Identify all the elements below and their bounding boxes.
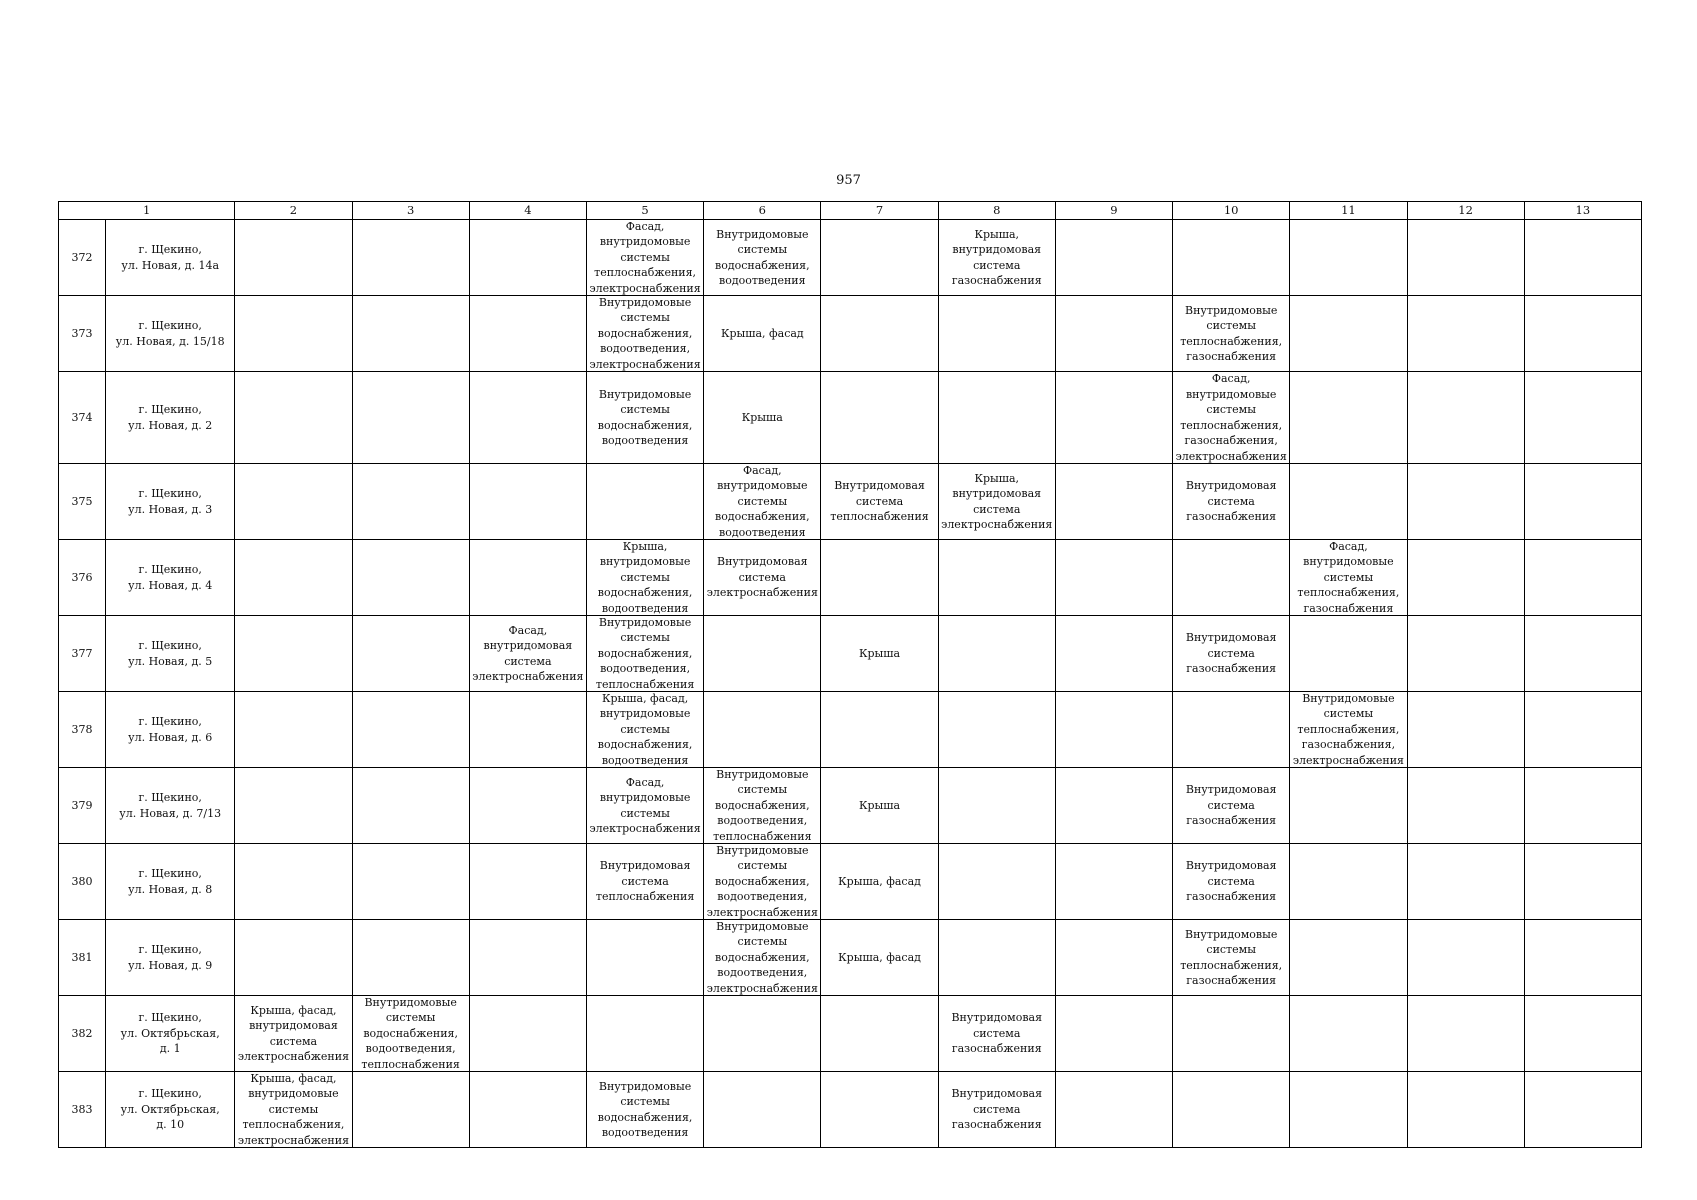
column-header-13: 13 — [1524, 202, 1641, 220]
address-cell: г. Щекино, ул. Новая, д. 15/18 — [106, 296, 235, 372]
work-cell-col-11 — [1290, 372, 1407, 464]
column-header-4: 4 — [469, 202, 586, 220]
work-cell-col-2 — [235, 296, 352, 372]
work-cell-col-6: Крыша, фасад — [704, 296, 821, 372]
table-row — [59, 464, 1642, 540]
work-cell-col-7: Крыша — [821, 616, 938, 692]
work-cell-col-11 — [1290, 844, 1407, 920]
work-cell-col-7 — [821, 372, 938, 464]
column-header-8: 8 — [938, 202, 1055, 220]
work-cell-col-10 — [1173, 540, 1290, 616]
work-cell-col-4 — [469, 996, 586, 1072]
table-row — [59, 768, 1642, 844]
work-cell-col-9 — [1055, 540, 1172, 616]
work-cell-col-5: Фасад, внутридомовые системы теплоснабжения, электроснабжения — [586, 220, 703, 296]
work-cell-col-10: Внутридомовая система газоснабжения — [1173, 844, 1290, 920]
work-cell-col-5 — [586, 920, 703, 996]
work-cell-col-9 — [1055, 296, 1172, 372]
work-cell-col-7 — [821, 996, 938, 1072]
work-cell-col-6: Внутридомовые системы водоснабжения, водоотведения — [704, 220, 821, 296]
work-cell-col-10 — [1173, 996, 1290, 1072]
table-row — [59, 1072, 1642, 1148]
column-header-6: 6 — [704, 202, 821, 220]
work-cell-col-11: Фасад, внутридомовые системы теплоснабжения, газоснабжения — [1290, 540, 1407, 616]
work-cell-col-7 — [821, 540, 938, 616]
work-cell-col-5: Внутридомовые системы водоснабжения, водоотведения, электроснабжения — [586, 296, 703, 372]
work-cell-col-8 — [938, 768, 1055, 844]
work-cell-col-5: Крыша, фасад, внутридомовые системы водоснабжения, водоотведения — [586, 692, 703, 768]
work-cell-col-6 — [704, 616, 821, 692]
row-number: 381 — [59, 920, 106, 996]
address-cell: г. Щекино, ул. Октябрьская, д. 10 — [106, 1072, 235, 1148]
work-cell-col-6 — [704, 1072, 821, 1148]
work-cell-col-13 — [1524, 220, 1641, 296]
work-cell-col-8 — [938, 844, 1055, 920]
work-cell-col-2 — [235, 920, 352, 996]
address-cell: г. Щекино, ул. Новая, д. 3 — [106, 464, 235, 540]
work-cell-col-4 — [469, 692, 586, 768]
work-cell-col-5 — [586, 464, 703, 540]
work-cell-col-3 — [352, 220, 469, 296]
work-cell-col-2 — [235, 768, 352, 844]
work-cell-col-12 — [1407, 540, 1524, 616]
work-cell-col-2 — [235, 692, 352, 768]
row-number: 378 — [59, 692, 106, 768]
work-cell-col-10: Внутридомовая система газоснабжения — [1173, 616, 1290, 692]
work-cell-col-9 — [1055, 616, 1172, 692]
address-cell: г. Щекино, ул. Новая, д. 7/13 — [106, 768, 235, 844]
table-row — [59, 540, 1642, 616]
address-cell: г. Щекино, ул. Новая, д. 9 — [106, 920, 235, 996]
row-number: 382 — [59, 996, 106, 1072]
work-cell-col-3 — [352, 464, 469, 540]
work-cell-col-10: Внутридомовая система газоснабжения — [1173, 768, 1290, 844]
works-schedule-table — [58, 201, 1642, 1148]
work-cell-col-2 — [235, 372, 352, 464]
row-number: 377 — [59, 616, 106, 692]
work-cell-col-9 — [1055, 920, 1172, 996]
work-cell-col-8 — [938, 616, 1055, 692]
work-cell-col-4 — [469, 768, 586, 844]
work-cell-col-8: Внутридомовая система газоснабжения — [938, 1072, 1055, 1148]
work-cell-col-8 — [938, 296, 1055, 372]
work-cell-col-4 — [469, 372, 586, 464]
work-cell-col-11 — [1290, 464, 1407, 540]
work-cell-col-8: Крыша, внутридомовая система газоснабжения — [938, 220, 1055, 296]
work-cell-col-10 — [1173, 692, 1290, 768]
address-cell: г. Щекино, ул. Октябрьская, д. 1 — [106, 996, 235, 1072]
work-cell-col-8: Внутридомовая система газоснабжения — [938, 996, 1055, 1072]
work-cell-col-12 — [1407, 1072, 1524, 1148]
address-cell: г. Щекино, ул. Новая, д. 14а — [106, 220, 235, 296]
row-number: 380 — [59, 844, 106, 920]
work-cell-col-4 — [469, 464, 586, 540]
work-cell-col-5: Внутридомовые системы водоснабжения, водоотведения, теплоснабжения — [586, 616, 703, 692]
work-cell-col-2 — [235, 844, 352, 920]
work-cell-col-11: Внутридомовые системы теплоснабжения, газоснабжения, электроснабжения — [1290, 692, 1407, 768]
work-cell-col-8 — [938, 540, 1055, 616]
work-cell-col-13 — [1524, 616, 1641, 692]
work-cell-col-6: Внутридомовые системы водоснабжения, водоотведения, электроснабжения — [704, 920, 821, 996]
work-cell-col-5: Фасад, внутридомовые системы электроснабжения — [586, 768, 703, 844]
work-cell-col-2: Крыша, фасад, внутридомовая система электроснабжения — [235, 996, 352, 1072]
work-cell-col-12 — [1407, 464, 1524, 540]
work-cell-col-10: Внутридомовые системы теплоснабжения, газоснабжения — [1173, 920, 1290, 996]
work-cell-col-3 — [352, 844, 469, 920]
work-cell-col-11 — [1290, 996, 1407, 1072]
column-header-7: 7 — [821, 202, 938, 220]
column-header-5: 5 — [586, 202, 703, 220]
work-cell-col-12 — [1407, 296, 1524, 372]
work-cell-col-7 — [821, 692, 938, 768]
work-cell-col-5: Внутридомовая система теплоснабжения — [586, 844, 703, 920]
work-cell-col-2 — [235, 616, 352, 692]
work-cell-col-3 — [352, 296, 469, 372]
work-cell-col-12 — [1407, 372, 1524, 464]
work-cell-col-4 — [469, 220, 586, 296]
work-cell-col-4 — [469, 296, 586, 372]
work-cell-col-12 — [1407, 616, 1524, 692]
address-cell: г. Щекино, ул. Новая, д. 8 — [106, 844, 235, 920]
column-header-3: 3 — [352, 202, 469, 220]
row-number: 383 — [59, 1072, 106, 1148]
work-cell-col-7: Крыша, фасад — [821, 844, 938, 920]
work-cell-col-3: Внутридомовые системы водоснабжения, водоотведения, теплоснабжения — [352, 996, 469, 1072]
work-cell-col-13 — [1524, 372, 1641, 464]
work-cell-col-13 — [1524, 920, 1641, 996]
work-cell-col-5: Внутридомовые системы водоснабжения, водоотведения — [586, 372, 703, 464]
work-cell-col-6: Внутридомовые системы водоснабжения, водоотведения, электроснабжения — [704, 844, 821, 920]
work-cell-col-13 — [1524, 464, 1641, 540]
work-cell-col-7: Крыша — [821, 768, 938, 844]
work-cell-col-2 — [235, 464, 352, 540]
column-header-2: 2 — [235, 202, 352, 220]
work-cell-col-10 — [1173, 1072, 1290, 1148]
work-cell-col-12 — [1407, 844, 1524, 920]
row-number: 373 — [59, 296, 106, 372]
work-cell-col-11 — [1290, 296, 1407, 372]
work-cell-col-6 — [704, 996, 821, 1072]
table-row — [59, 844, 1642, 920]
work-cell-col-13 — [1524, 1072, 1641, 1148]
work-cell-col-4 — [469, 1072, 586, 1148]
row-number: 374 — [59, 372, 106, 464]
work-cell-col-13 — [1524, 996, 1641, 1072]
work-cell-col-6: Внутридомовые системы водоснабжения, водоотведения, теплоснабжения — [704, 768, 821, 844]
address-cell: г. Щекино, ул. Новая, д. 4 — [106, 540, 235, 616]
work-cell-col-9 — [1055, 464, 1172, 540]
work-cell-col-3 — [352, 540, 469, 616]
work-cell-col-9 — [1055, 692, 1172, 768]
work-cell-col-12 — [1407, 920, 1524, 996]
work-cell-col-6: Фасад, внутридомовые системы водоснабжения, водоотведения — [704, 464, 821, 540]
work-cell-col-10: Фасад, внутридомовые системы теплоснабжения, газоснабжения, электроснабжения — [1173, 372, 1290, 464]
work-cell-col-10: Внутридомовые системы теплоснабжения, газоснабжения — [1173, 296, 1290, 372]
table-row — [59, 296, 1642, 372]
work-cell-col-3 — [352, 616, 469, 692]
work-cell-col-3 — [352, 692, 469, 768]
work-cell-col-2: Крыша, фасад, внутридомовые системы теплоснабжения, электроснабжения — [235, 1072, 352, 1148]
work-cell-col-11 — [1290, 768, 1407, 844]
address-cell: г. Щекино, ул. Новая, д. 6 — [106, 692, 235, 768]
work-cell-col-12 — [1407, 692, 1524, 768]
table-row — [59, 920, 1642, 996]
address-cell: г. Щекино, ул. Новая, д. 5 — [106, 616, 235, 692]
work-cell-col-9 — [1055, 996, 1172, 1072]
work-cell-col-6 — [704, 692, 821, 768]
work-cell-col-6: Крыша — [704, 372, 821, 464]
column-header-9: 9 — [1055, 202, 1172, 220]
work-cell-col-6: Внутридомовая система электроснабжения — [704, 540, 821, 616]
work-cell-col-10 — [1173, 220, 1290, 296]
table-body — [59, 220, 1642, 1148]
work-cell-col-11 — [1290, 616, 1407, 692]
column-header-12: 12 — [1407, 202, 1524, 220]
work-cell-col-7 — [821, 220, 938, 296]
work-cell-col-4 — [469, 540, 586, 616]
work-cell-col-4 — [469, 920, 586, 996]
work-cell-col-13 — [1524, 692, 1641, 768]
header-row — [59, 202, 1642, 220]
page-number: 957 — [836, 173, 861, 188]
work-cell-col-2 — [235, 220, 352, 296]
work-cell-col-3 — [352, 920, 469, 996]
work-cell-col-8 — [938, 920, 1055, 996]
work-cell-col-7: Крыша, фасад — [821, 920, 938, 996]
work-cell-col-12 — [1407, 768, 1524, 844]
work-cell-col-5: Внутридомовые системы водоснабжения, водоотведения — [586, 1072, 703, 1148]
work-cell-col-13 — [1524, 540, 1641, 616]
table-row — [59, 220, 1642, 296]
column-header-1: 1 — [59, 202, 235, 220]
work-cell-col-9 — [1055, 844, 1172, 920]
work-cell-col-8 — [938, 692, 1055, 768]
work-cell-col-3 — [352, 768, 469, 844]
work-cell-col-4 — [469, 844, 586, 920]
table-row — [59, 616, 1642, 692]
work-cell-col-2 — [235, 540, 352, 616]
work-cell-col-8 — [938, 372, 1055, 464]
work-cell-col-9 — [1055, 220, 1172, 296]
row-number: 375 — [59, 464, 106, 540]
table-row — [59, 372, 1642, 464]
work-cell-col-10: Внутридомовая система газоснабжения — [1173, 464, 1290, 540]
work-cell-col-9 — [1055, 768, 1172, 844]
work-cell-col-9 — [1055, 1072, 1172, 1148]
work-cell-col-12 — [1407, 220, 1524, 296]
work-cell-col-4: Фасад, внутридомовая система электроснабжения — [469, 616, 586, 692]
column-header-10: 10 — [1173, 202, 1290, 220]
work-cell-col-11 — [1290, 920, 1407, 996]
row-number: 376 — [59, 540, 106, 616]
column-header-11: 11 — [1290, 202, 1407, 220]
row-number: 372 — [59, 220, 106, 296]
table-row — [59, 996, 1642, 1072]
work-cell-col-7 — [821, 1072, 938, 1148]
work-cell-col-9 — [1055, 372, 1172, 464]
work-cell-col-5: Крыша, внутридомовые системы водоснабжения, водоотведения — [586, 540, 703, 616]
row-number: 379 — [59, 768, 106, 844]
work-cell-col-7: Внутридомовая система теплоснабжения — [821, 464, 938, 540]
work-cell-col-12 — [1407, 996, 1524, 1072]
address-cell: г. Щекино, ул. Новая, д. 2 — [106, 372, 235, 464]
work-cell-col-3 — [352, 372, 469, 464]
work-cell-col-13 — [1524, 296, 1641, 372]
work-cell-col-11 — [1290, 1072, 1407, 1148]
work-cell-col-5 — [586, 996, 703, 1072]
table-row — [59, 692, 1642, 768]
work-cell-col-13 — [1524, 844, 1641, 920]
work-cell-col-11 — [1290, 220, 1407, 296]
work-cell-col-8: Крыша, внутридомовая система электроснабжения — [938, 464, 1055, 540]
work-cell-col-7 — [821, 296, 938, 372]
work-cell-col-13 — [1524, 768, 1641, 844]
work-cell-col-3 — [352, 1072, 469, 1148]
